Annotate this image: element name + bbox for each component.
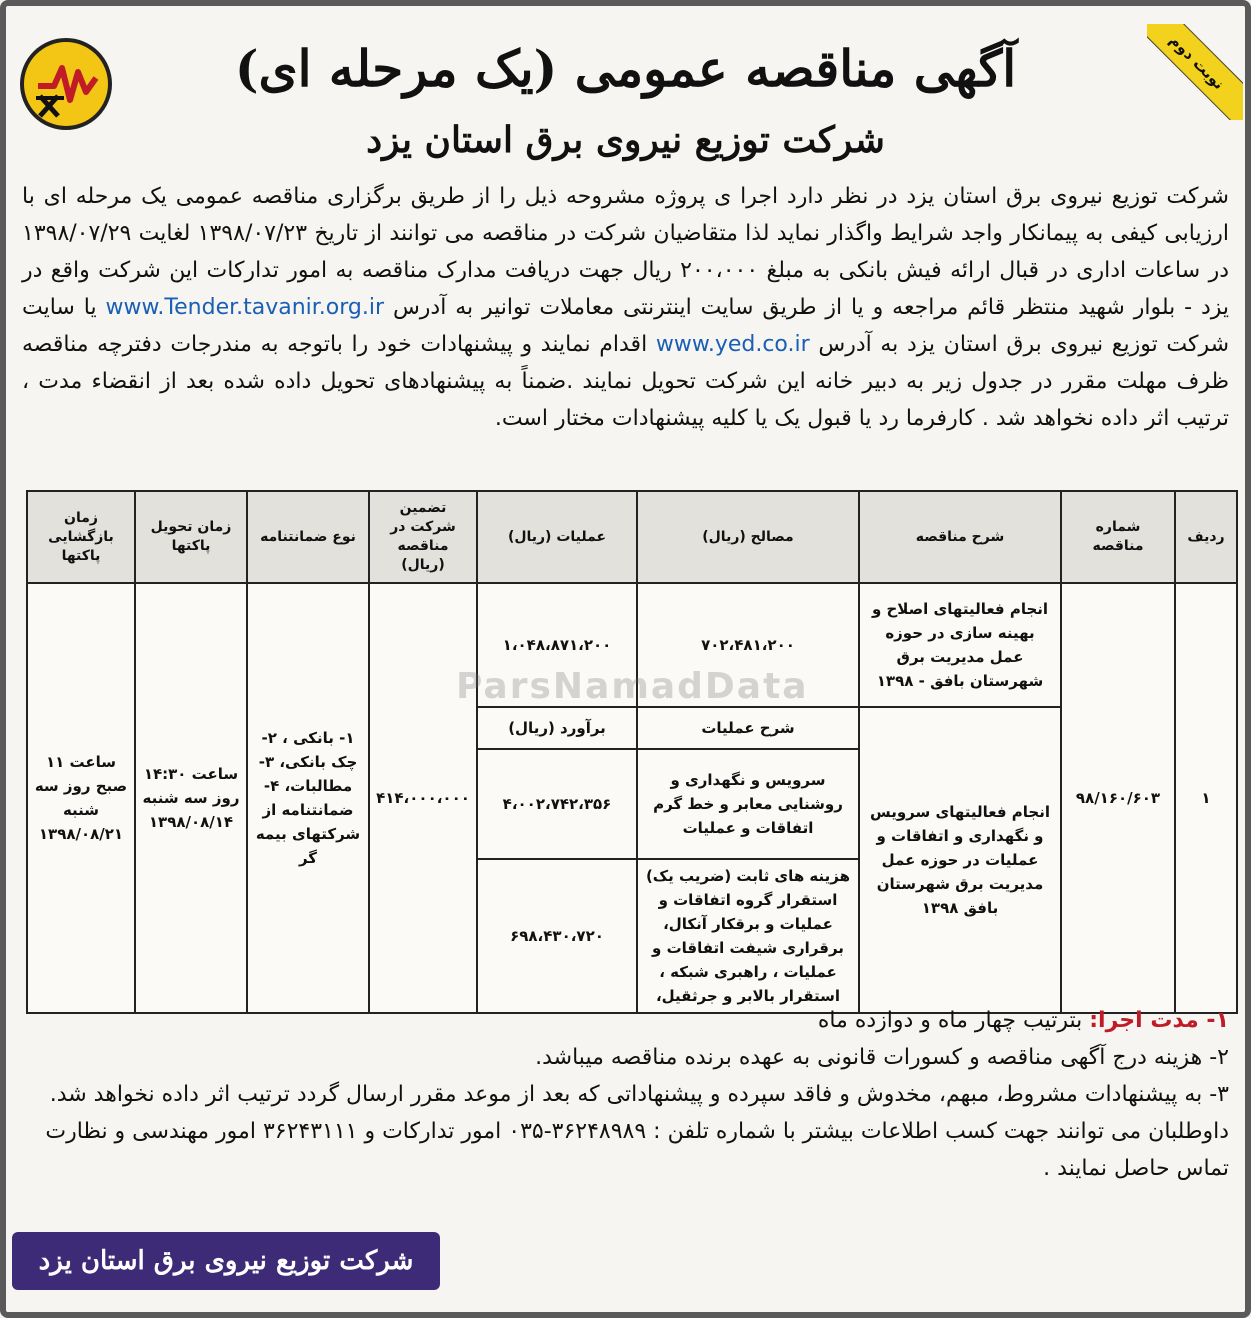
badge-label: نوبت دوم — [1147, 24, 1243, 120]
operations-1: ۱،۰۴۸،۸۷۱،۲۰۰ — [477, 583, 637, 707]
note-rejected-offers: ۳- به پیشنهادات مشروط، مبهم، مخدوش و فاقد سپرده و پیشنهاداتی که بعد از موعد مقرر ارسال گردد ترتیب اثر داده نخواهد شد. — [49, 1082, 1229, 1107]
notice-title: آگهی مناقصه عمومی (یک مرحله ای) — [234, 39, 1017, 98]
row-number: ۱ — [1175, 583, 1237, 1013]
table-row — [27, 583, 1237, 707]
sub1-estimate: ۴،۰۰۲،۷۴۲،۳۵۶ — [477, 749, 637, 859]
note-duration-text: بترتیب چهار ماه و دوازده ماه — [817, 1008, 1083, 1033]
col-header-guarantee-type: نوع ضمانتنامه — [247, 491, 369, 583]
desc-1: انجام فعالیتهای اصلاح و بهینه سازی در حوزه عمل مدیریت برق شهرستان بافق - ۱۳۹۸ — [859, 583, 1061, 707]
sub1-desc: سرویس و نگهداری و روشنایی معابر و خط گرم اتفاقات و عملیات — [637, 749, 859, 859]
intro-paragraph — [22, 178, 1229, 482]
col-header-delivery: زمان تحویل پاکتها — [135, 491, 247, 583]
tavanir-link[interactable]: www.Tender.tavanir.org.ir — [105, 295, 385, 320]
tender-number — [1061, 583, 1175, 1013]
sub2-desc: هزینه های ثابت (ضریب یک) استقرار گروه اتفاقات و عملیات و برقکار آنکال، برقراری شیفت اتفاقات و عملیات ، راهبری شبکه ، استقرار بالابر و جرثقیل، — [637, 859, 859, 1013]
table-header-row — [27, 491, 1237, 583]
sub-header-desc: شرح عملیات — [637, 707, 859, 749]
intro-text-2: یا سایت شرکت توزیع نیروی برق استان یزد به آدرس — [22, 295, 1230, 357]
yed-link[interactable]: www.yed.co.ir — [655, 332, 810, 357]
col-header-guarantee-amount: تضمین شرکت در مناقصه (ریال) — [369, 491, 477, 583]
contact-info: داوطلبان می توانند جهت کسب اطلاعات بیشتر با شماره تلفن : ۳۶۲۴۸۹۸۹-۰۳۵ امور تدارکات و ۳۶۲۴۳۱۱۱ امور مهندسی و نظارت تماس حاصل نمایند . — [45, 1119, 1229, 1181]
guarantee-types: ۱- بانکی ، ۲-چک بانکی، ۳-مطالبات، ۴- ضمانتنامه از شرکتهای بیمه گر — [247, 583, 369, 1013]
company-subtitle: شرکت توزیع نیروی برق استان یزد — [366, 119, 885, 161]
note-costs: ۲- هزینه درج آگهی مناقصه و کسورات قانونی به عهده برنده مناقصه میباشد. — [535, 1045, 1229, 1070]
delivery-time: ساعت ۱۴:۳۰ روز سه شنبه ۱۳۹۸/۰۸/۱۴ — [135, 583, 247, 1013]
desc-2: انجام فعالیتهای سرویس و نگهداری و اتفاقات و عملیات در حوزه عمل مدیریت برق شهرستان بافق ۱۳۹۸ — [859, 707, 1061, 1013]
intro-text-1: شرکت توزیع نیروی برق استان یزد در نظر دارد اجرا ی پروژه مشروحه ذیل را از طریق برگزاری مناقصه عمومی یک مرحله ای با ارزیابی کیفی به پیمانکار واجد شرایط واگذار نماید لذا متقاضیان شرکت در مناقصه می توانند از تاریخ ۱۳۹۸/۰۷/۲۳ لغایت ۱۳۹۸/۰۷/۲۹ در ساعات اداری در قبال ارائه فیش بانکی به مبلغ ۲۰۰،۰۰۰ ریال جهت دریافت مدارک مناقصه به امور تدارکات این شرکت واقع در یزد - بلوار شهید منتظر قائم مراجعه و یا از طریق سایت اینترنتی معاملات توانیر به آدرس — [22, 184, 1230, 320]
footer-company-name: شرکت توزیع نیروی برق استان یزد — [12, 1232, 440, 1290]
guarantee-amount: ۴۱۴،۰۰۰،۰۰۰ — [369, 583, 477, 1013]
second-notice-badge — [1147, 24, 1243, 120]
col-header-materials: مصالح (ریال) — [637, 491, 859, 583]
sub-header-estimate: برآورد (ریال) — [477, 707, 637, 749]
note-duration — [22, 1002, 1229, 1039]
note-duration-label: ۱- مدت اجرا: — [1089, 1008, 1229, 1033]
col-header-desc: شرح مناقصه — [859, 491, 1061, 583]
col-header-number: شماره مناقصه — [1061, 491, 1175, 583]
tender-number-value: ۹۸/۱۶۰/۶۰۳ — [1075, 789, 1161, 807]
col-header-row: ردیف — [1175, 491, 1237, 583]
materials-1: ۷۰۲،۴۸۱،۲۰۰ — [637, 583, 859, 707]
col-header-operations: عملیات (ریال) — [477, 491, 637, 583]
col-header-opening: زمان بازگشایی پاکتها — [27, 491, 135, 583]
notes-section — [22, 1002, 1229, 1230]
electricity-company-logo — [20, 38, 112, 130]
sub2-estimate: ۶۹۸،۴۳۰،۷۲۰ — [477, 859, 637, 1013]
watermark: ParsNamadData — [456, 666, 809, 707]
intro-text-3: اقدام نمایند و پیشنهادات خود را باتوجه به مندرجات دفترچه مناقصه ظرف مهلت مقرر در جدول زیر به دبیر خانه این شرکت تحویل نمایند .ضمناً به پیشنهادهای تحویل داده شده بعد از انقضاء مدت ، ترتیب اثر داده نخواهد شد . کارفرما رد یا قبول یک یا کلیه پیشنهادات مختار است. — [22, 332, 1229, 431]
opening-time: ساعت ۱۱ صبح روز سه شنبه ۱۳۹۸/۰۸/۲۱ — [27, 583, 135, 1013]
tender-table — [26, 490, 1238, 1014]
